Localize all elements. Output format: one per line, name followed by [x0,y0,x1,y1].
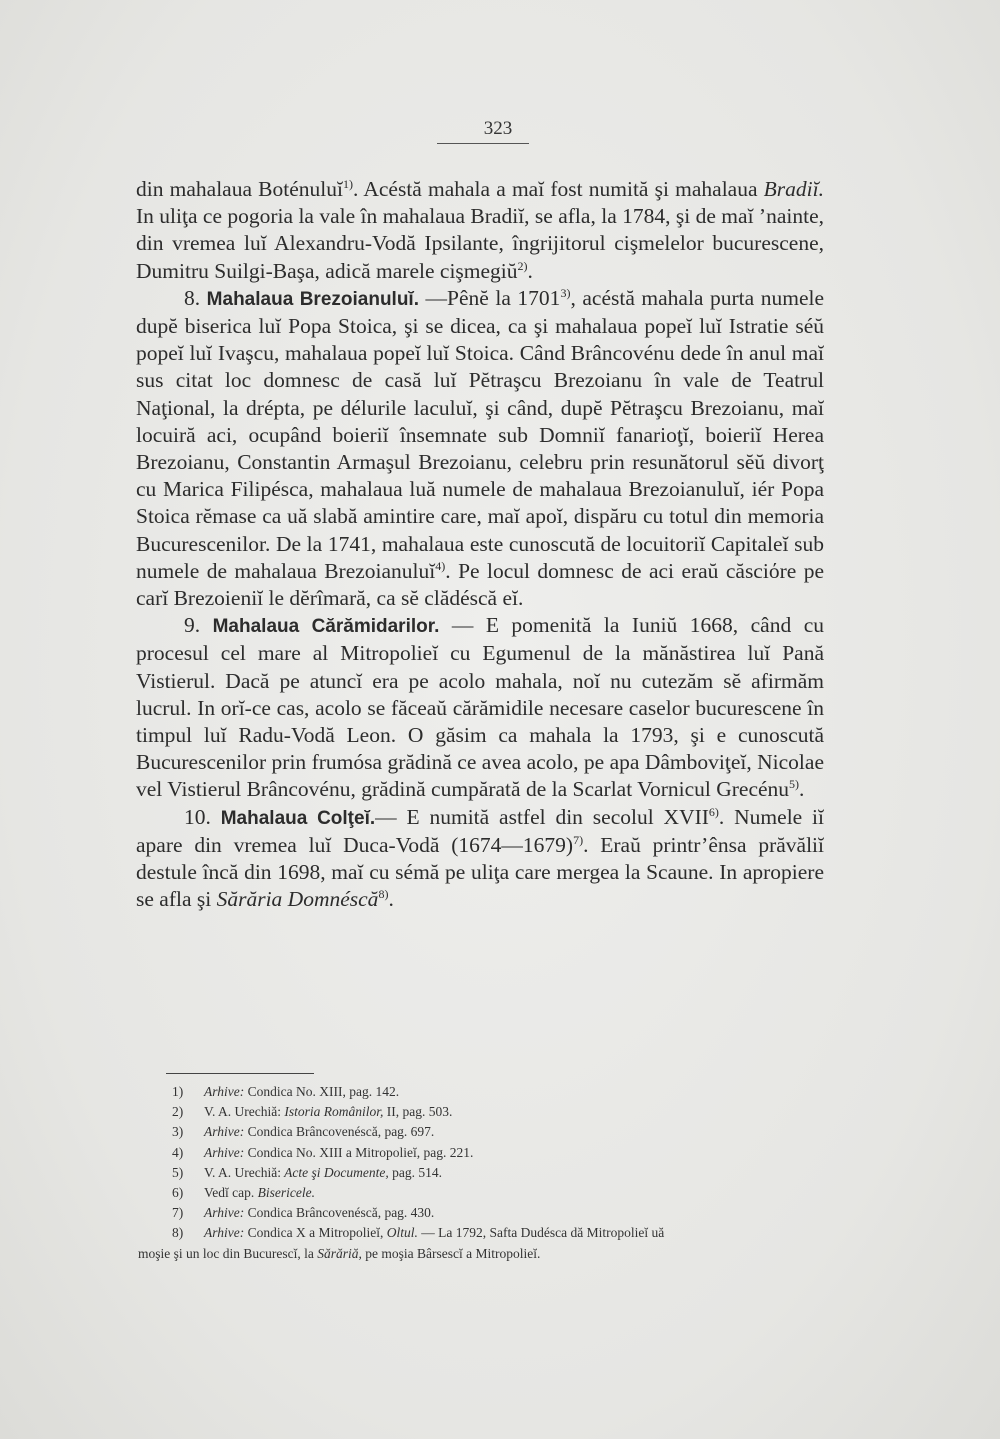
footnote-title: Oltul. [383,1225,418,1241]
footnote-text: II, pag. 503. [383,1104,453,1120]
footnote-source: Arhive: [204,1124,245,1140]
footnote-ref[interactable]: 8) [378,887,389,902]
footnote-ref[interactable]: 4) [435,558,446,573]
footnote-1 [172,1082,822,1102]
footnote-text: Condica X a Mitropolieĭ, [244,1225,384,1241]
footnote-source: V. A. Urechiă: [204,1164,281,1180]
footnote-source: Arhive: [204,1225,245,1241]
text-span: . Numele iĭ apare din vremea luĭ Duca-Vodă (1674—1679) [136,804,825,857]
paragraph-caramidari [136,612,824,803]
section-number: 8. [184,285,207,310]
footnote-text: pe moşia Bârsescĭ a Mitropolieĭ. [361,1245,541,1261]
footnote-number: 4) [172,1144,184,1160]
text-span: . Eraŭ printr’ênsa prăvăliĭ destule încă din 1698, maĭ cu sémă pe uliţa care mergea la Scaune. In apropiere se afla şi [136,832,825,912]
footnote-source: Arhive: [204,1084,245,1099]
footnote-title: Bisericele. [254,1185,315,1201]
footnote-number: 6) [172,1185,184,1201]
page-number: 323 [483,118,513,139]
footnote-divider [166,1073,314,1074]
footnote-title: Sărăriă, [317,1245,362,1261]
footnote-ref[interactable]: 3) [560,285,571,300]
footnote-number: 2) [172,1104,184,1120]
footnote-number: 1) [172,1084,184,1099]
footnote-number: 8) [172,1225,184,1241]
paragraph-botenu [136,176,824,285]
footnote-ref[interactable]: 5) [789,777,800,792]
text-span: —Pênĕ la 1701 [419,285,561,310]
section-heading: Mahalaua Colţeĭ. [220,807,376,829]
text-span: . [799,777,805,802]
footnote-4 [172,1143,822,1163]
body-text [136,176,824,913]
footnote-text: pag. 514. [388,1164,442,1180]
italic-text: Bradiĭ. [763,177,824,201]
text-span: — E numită astfel din secolul XVII [375,804,709,829]
text-span: . [388,887,394,912]
footnote-text: Condica No. XIII, pag. 142. [244,1084,400,1099]
footnote-number: 5) [172,1164,184,1180]
footnote-ref[interactable]: 6) [708,804,719,819]
text-span: , acéstă mahala purta numele dupĕ biserica luĭ Popa Stoica, şi se dicea, ca şi mahalaua popeĭ luĭ Istratie séŭ popeĭ luĭ Ivaşcu, mahalaua popeĭ luĭ Stoica. Când Brâncovénu dede în anul maĭ sus citat loc domnesc de casă luĭ Pĕtraşcu Brezoianu în vale de Teatrul Naţional, la drépta, pe délurile laculuĭ, şi când, dupĕ Pĕtraşcu Brezoianu, maĭ locuiră aci, ocupând boieriĭ însemnate sub Domniĭ fanarioţĭ, boieriĭ Herea Brezoianu, Constantin Armaşul Brezoianu, celebru prin resunătorul sĕŭ divorţ cu Marica Filipésca, mahalaua luă numele de mahalaua Brezoianuluĭ, iér Popa Stoica rĕmase ca uă slabă amintire care, maĭ apoĭ, dispăru cu totul din memoria Bucurescenilor. De la 1741, mahalaua este cunoscută de locuitoriĭ Capitaleĭ sub numele de mahalaua Brezoianuluĭ [136,285,825,583]
section-number: 10. [184,804,221,829]
text-span: In uliţa ce pogoria la vale în mahalaua Bradiĭ, se afla, la 1784, şi de maĭ ’nainte, din vremea luĭ Alexandru-Vodă Ipsilante, îngrijitorul cişmelelor bucurescene, Dumitru Suilgi-Başa, adică marele cişmegiŭ [136,204,824,283]
page-number-underline [437,143,529,144]
paragraph-coltea [136,804,824,914]
text-span: . Acéstă mahala a maĭ fost numită şi mahalaua [352,177,764,201]
text-span: — E pomenită la Iuniŭ 1668, când cu procesul cel mare al Mitropolieĭ cu Egumenul de la mănăstirea luĭ Pană Vistierul. Dacă pe atuncĭ era pe acolo mahala, noĭ nu cutezăm sĕ afirmăm lucrul. In orĭ-ce cas, acolo se făceaŭ cărămidile necesare caselor bucurescene în timpul luĭ Radu-Vodă Leon. O găsim ca mahala la 1793, şi e cunoscută Bucurescenilor prin frumósa grădină ce avea acolo, pe apa Dâmboviţeĭ, Nicolae vel Vistierul Brâncovénu, grădină cumpărată de la Scarlat Vornicul Grecénu [136,613,824,802]
footnote-title: Istoria Românilor, [281,1104,384,1120]
footnote-5 [172,1163,822,1183]
footnote-7 [172,1203,822,1223]
section-number: 9. [184,613,213,638]
footnote-ref[interactable]: 2) [517,258,528,273]
text-span: din mahalaua Boténuluĭ [136,177,343,201]
footnote-ref[interactable]: 1) [342,176,353,191]
footnote-text: Condica No. XIII a Mitropolieĭ, pag. 221. [244,1144,474,1160]
footnote-text: moşie şi un loc din Bucurescĭ, la [138,1245,318,1261]
footnote-number: 3) [172,1124,184,1140]
italic-text: Sărăria Domnéscă [216,887,379,912]
footnote-source: Arhive: [204,1205,245,1221]
section-heading: Mahalaua Cărămidarilor. [212,616,440,638]
paragraph-brezoianu [136,285,824,612]
footnote-8-continuation [138,1244,822,1264]
footnote-2 [172,1102,822,1122]
footnote-text: — La 1792, Safta Dudésca dă Mitropolieĭ uă [417,1225,665,1241]
footnote-6 [172,1183,822,1203]
text-span: . [527,258,533,283]
footnote-ref[interactable]: 7) [573,832,584,847]
footnotes [138,1082,822,1264]
section-heading: Mahalaua Brezoianuluĭ. [206,288,419,310]
footnote-source: Vedĭ cap. [204,1185,255,1201]
footnote-source: Arhive: [204,1144,245,1160]
footnote-8 [172,1223,822,1243]
footnote-text: Condica Brâncovenéscă, pag. 430. [244,1205,435,1221]
footnote-source: V. A. Urechiă: [204,1104,281,1120]
footnote-number: 7) [172,1205,184,1221]
footnote-3 [172,1122,822,1142]
text-span: . Pe locul domnesc de aci eraŭ căsciόre pe carĭ Brezoieniĭ le dĕrîmară, ca sĕ clădéscă eĭ. [136,558,824,611]
footnote-title: Acte şi Documente, [281,1164,389,1180]
footnote-text: Condica Brâncovenéscă, pag. 697. [244,1124,435,1140]
